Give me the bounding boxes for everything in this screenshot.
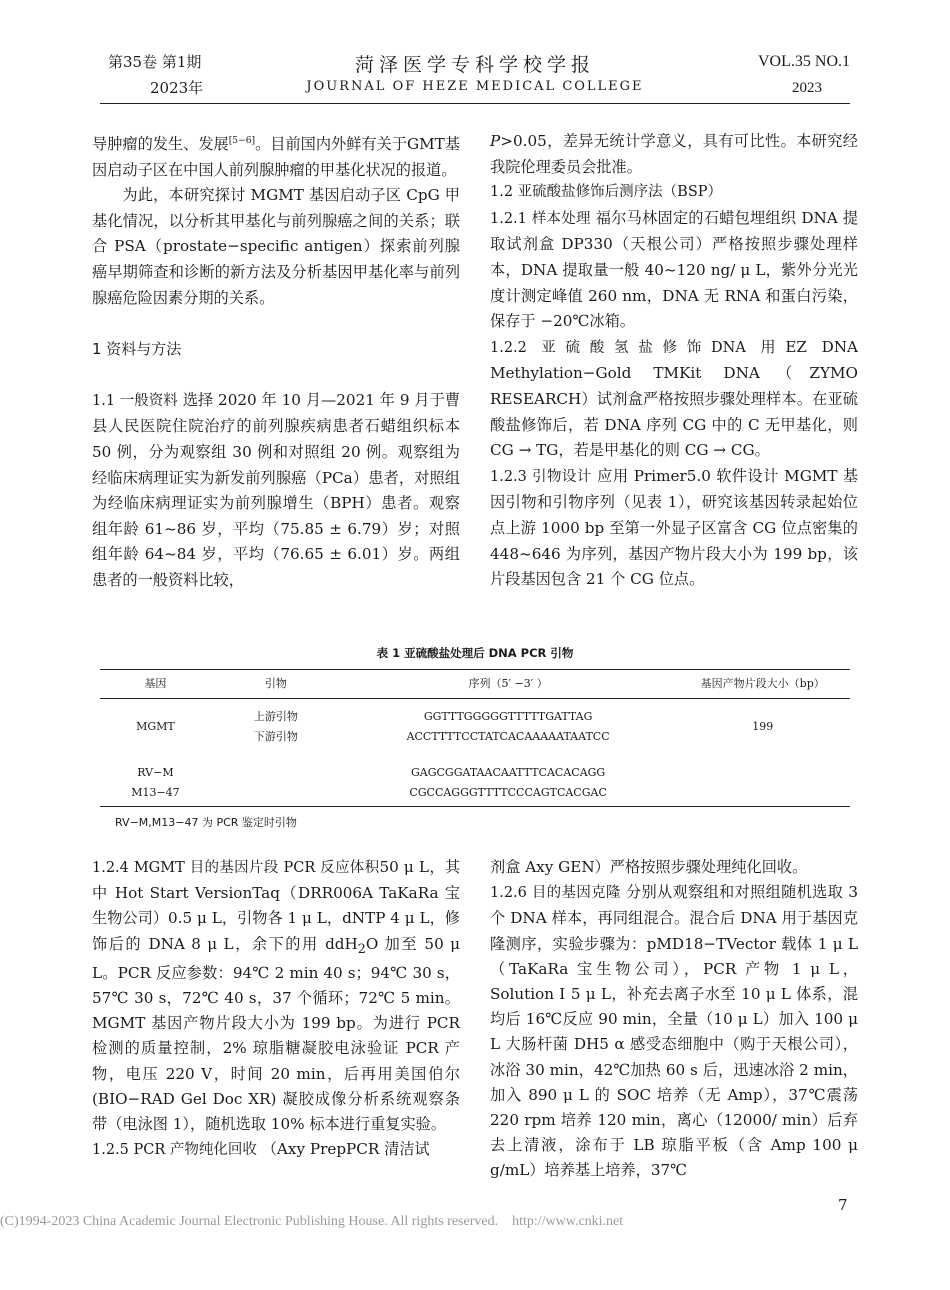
col-header-gene: 基因	[100, 670, 211, 699]
header-volume: 第35卷 第1期	[108, 53, 202, 71]
cell-gene: MGMT	[136, 720, 175, 733]
cell-gene: RV−M	[137, 766, 174, 779]
paragraph-1-2-1: 1.2.1 样本处理 福尔马林固定的石蜡包埋组织 DNA 提取试剂盒 DP330（天根公司）严格按照步骤处理样本，DNA 提取量一般 40~120 ng/ μ L，紫外分光光度计测定峰值 260 nm，DNA 无 RNA 和蛋白污染，保存于 −20℃冰箱。	[490, 208, 859, 331]
paragraph-1-2-2: 1.2.2 亚硫酸氢盐修饰DNA 用EZ DNA Methylation−Gold TMKit DNA（ZYMO RESEARCH）试剂盒严格按照步骤处理样本。在亚硫酸盐修饰后，若 DNA 序列 CG 中的 C 无甲基化，则 CG → TG，若是甲基化的则 CG → CG。	[490, 337, 859, 460]
heading-1-2-2: 1.2.2 亚硫酸氢盐修饰DNA	[490, 339, 746, 356]
col-header-sequence: 序列（5′ −3′ ）	[341, 670, 676, 699]
paragraph-intro-end: 导肿瘤的发生、发展[5−6]。目前国内外鲜有关于GMT基因启动子区在中国人前列腺肿瘤的甲基化状况的报道。	[92, 135, 460, 179]
left-column-bottom	[92, 855, 460, 1163]
paragraph-1-1: 1.1 一般资料 选择 2020 年 10 月—2021 年 9 月于曹县人民医院住院治疗的前列腺疾病患者石蜡组织标本 50 例，分为观察组 30 例和对照组 20 例。观察组为经临床病理证实为新发前列腺癌（PCa）患者，对照组为经临床病理证实为前列腺增生（BPH）患者。观察组年龄 61~86 岁，平均（75.85 ± 6.79）岁；对照组年龄 64~84 岁，平均（76.65 ± 6.01）岁。两组患者的一般资料比较，	[92, 390, 461, 589]
heading-1-1: 1.1 一般资料	[92, 392, 178, 409]
heading-1-2-3: 1.2.3 引物设计	[490, 468, 592, 485]
col-header-primer: 引物	[211, 670, 341, 699]
header-year: 2023年	[150, 79, 204, 97]
cell-primer: 上游引物 下游引物	[253, 710, 298, 743]
cell-sequence: CGCCAGGGTTTTCCCAGTCACGAC	[341, 783, 676, 807]
header-year-en: 2023	[792, 80, 822, 96]
header-rule	[100, 103, 850, 104]
paragraph-1-2-4: 1.2.4 MGMT 目的基因片段 PCR 反应体积50 μ L，其中 Hot Start VersionTaq（DRR006A TaKaRa 宝生物公司）0.5 μ L，引物各 1 μ L，dNTP 4 μ L，修饰后的 DNA 8 μ L，余下的用 ddH$_2$O 加至 50 μ L。PCR 反应参数：94℃ 2 min 40 s；94℃ 30 s，57℃ 30 s，72℃ 40 s，37 个循环；72℃ 5 min。MGMT 基因产物片段大小为 199 bp。为进行 PCR 检测的质量控制，2% 琼脂糖凝胶电泳验证 PCR 产物，电压 220 V，时间 20 min，后再用美国伯尔 (BIO−RAD Gel Doc XR) 凝胶成像分析系统观察条带（电泳图 1），随机选取 10% 标本进行重复实验。	[92, 858, 461, 1134]
heading-1-2-6: 1.2.6 目的基因克隆	[490, 885, 621, 902]
heading-1-2-4: 1.2.4 MGMT 目的基因片段 PCR 反应体积	[92, 860, 380, 876]
cell-gene: M13−47	[100, 783, 211, 807]
heading-1-2: 1.2 亚硫酸盐修饰后测序法（BSP）	[490, 184, 723, 201]
table-note: RV−M,M13−47 为 PCR 鉴定时引物	[115, 816, 297, 829]
paragraph-purpose: 为此，本研究探讨 MGMT 基因启动子区 CpG 甲基化情况，以分析其甲基化与前列腺癌之间的关系；联合 PSA（prostate−specific antigen）探索前列腺癌早期筛查和诊断的新方法及分析基因甲基化率与前列腺癌危险因素分期的关系。	[92, 186, 460, 307]
primer-table	[100, 669, 850, 807]
section-heading-1: 1 资料与方法	[92, 340, 182, 359]
table-row	[100, 783, 850, 807]
copyright-footer: (C)1994-2023 China Academic Journal Electronic Publishing House. All rights reserved. http://www.cnki.net	[0, 1214, 624, 1229]
paragraph-1-2-5: 1.2.5 PCR 产物纯化回收 （Axy PrepPCR 清洁试	[92, 1140, 430, 1159]
cell-size: 199	[752, 720, 774, 733]
header-vol-en: VOL.35 NO.1	[758, 53, 850, 70]
left-column-top	[92, 129, 460, 594]
right-column-top	[490, 129, 858, 593]
page-number: 7	[838, 1196, 848, 1214]
paragraph-1-2-6: 1.2.6 目的基因克隆 分别从观察组和对照组随机选取 3 个 DNA 样本，再同组混合。混合后 DNA 用于基因克隆测序，实验步骤为：pMD18−TVector 载体 1 μ L（TaKaRa 宝生物公司），PCR 产物 1 μ L，Solution Ⅰ 5 μ L，补充去离子水至 10 μ L 体系，混均后 16℃反应 90 min，全量（10 μ L）加入 100 μ L 大肠杆菌 DH5 α 感受态细胞中（购于天根公司），冰浴 30 min，42℃加热 60 s 后，迅速冰浴 2 min，加入 890 μ L 的 SOC 培养（无 Amp），37℃震荡 220 rpm 培养 120 min，离心（12000/ min）后弃去上清液，涂布于 LB 琼脂平板（含 Amp 100 μ g/mL）培养基上培养，37℃	[490, 883, 858, 1180]
table-row	[100, 699, 850, 748]
cell-sequence: GAGCGGATAACAATTTCACACAGG	[410, 766, 606, 779]
paragraph-1-2-3: 1.2.3 引物设计 应用 Primer5.0 软件设计 MGMT 基因引物和引物序列（见表 1），研究该基因转录起始位点上游 1000 bp 至第一外显子区富含 CG 位点密集的 448~646 为序列，基因产物片段大小为 199 bp，该片段基因包含 21 个 CG 位点。	[490, 466, 858, 589]
heading-1-2-1: 1.2.1 样本处理	[490, 210, 591, 227]
table-header-row	[100, 670, 850, 699]
heading-1-2-5: 1.2.5 PCR 产物纯化回收	[92, 1142, 257, 1159]
paragraph-1-2-5-cont: 剂盒 Axy GEN）严格按照步骤处理纯化回收。	[490, 858, 808, 876]
citation: [5−6]	[228, 136, 256, 146]
journal-title-cn: 菏泽医学专科学校学报	[354, 54, 595, 76]
journal-title-en: JOURNAL OF HEZE MEDICAL COLLEGE	[306, 79, 644, 94]
paragraph-p-value: P>0.05，差异无统计学意义，具有可比性。本研究经我院伦理委员会批准。	[490, 132, 858, 176]
col-header-size: 基因产物片段大小（bp）	[675, 670, 850, 699]
table-row	[100, 747, 850, 783]
table-title: 表 1 亚硫酸盐处理后 DNA PCR 引物	[376, 646, 574, 660]
cell-sequence: GGTTTGGGGGTTTTTGATTAG ACCTTTTCCTATCACAAAAATAATCC	[406, 710, 610, 743]
right-column-bottom	[490, 855, 858, 1184]
